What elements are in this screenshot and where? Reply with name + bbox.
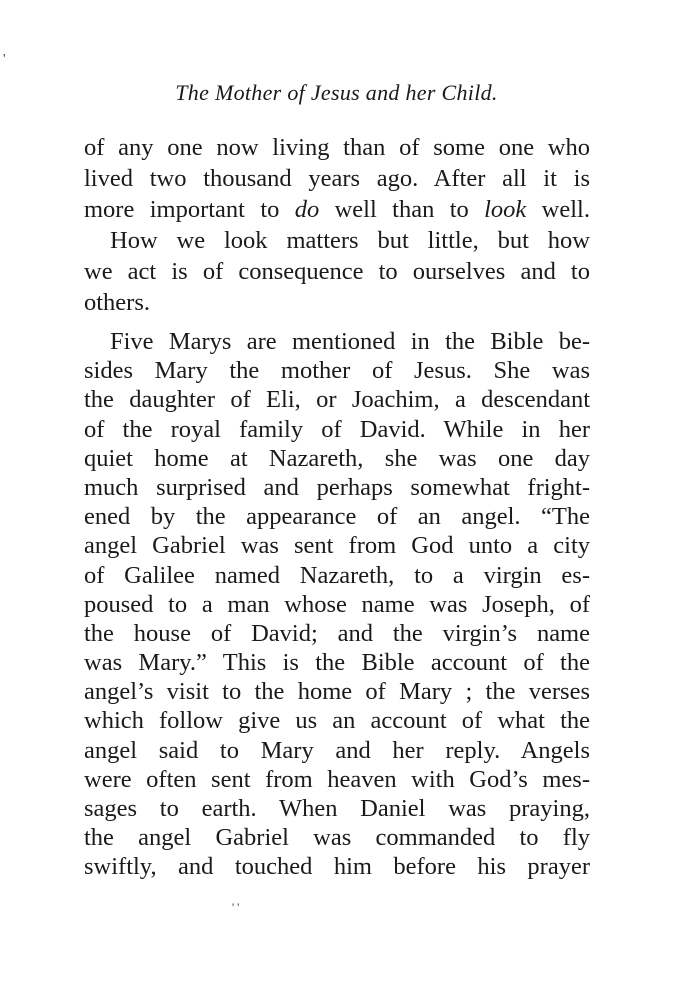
text-line: the angel Gabriel was commanded to fly: [84, 824, 590, 852]
page-body: [84, 132, 590, 882]
italic-word: do: [294, 196, 320, 223]
running-header: The Mother of Jesus and her Child.: [175, 80, 498, 105]
italic-word: look: [484, 196, 527, 223]
text-line: of Galilee named Nazareth, to a virgin es-: [84, 561, 590, 589]
text-line: How we look matters but little, but how: [110, 227, 590, 254]
text-line: others.: [84, 289, 150, 316]
text-line: which follow give us an account of what the: [84, 707, 590, 735]
text-line: angel Gabriel was sent from God unto a city: [84, 532, 590, 560]
page-folio-marks: ' ': [232, 900, 240, 914]
text-line: quiet home at Nazareth, she was one day: [84, 444, 590, 472]
text-span: more important to: [84, 196, 295, 223]
text-line: sides Mary the mother of Jesus. She was: [84, 357, 590, 385]
text-line: Five Marys are mentioned in the Bible be-: [110, 328, 590, 355]
text-line: was Mary.” This is the Bible account of the: [84, 649, 590, 677]
text-line: the daughter of Eli, or Joachim, a descendant: [84, 386, 590, 414]
text-line: we act is of consequence to ourselves and to: [84, 258, 590, 285]
scan-mark: ': [3, 52, 6, 67]
text-line: the house of David; and the virgin’s name: [84, 619, 590, 647]
text-span: well.: [526, 196, 590, 223]
text-line: were often sent from heaven with God’s mes-: [84, 765, 590, 793]
text-line: of any one now living than of some one who: [84, 134, 590, 161]
text-line: of the royal family of David. While in her: [84, 415, 590, 443]
text-line: lived two thousand years ago. After all it is: [84, 165, 590, 192]
text-line: angel’s visit to the home of Mary ; the verses: [84, 678, 590, 706]
text-line: swiftly, and touched him before his prayer: [84, 853, 590, 881]
text-span: well than to: [319, 196, 485, 223]
text-line: much surprised and perhaps somewhat fright-: [84, 473, 590, 501]
text-line: [84, 194, 590, 225]
text-line: sages to earth. When Daniel was praying,: [84, 795, 590, 822]
text-line: poused to a man whose name was Joseph, of: [84, 590, 590, 618]
paragraph: [84, 327, 590, 882]
text-line: angel said to Mary and her reply. Angels: [84, 736, 590, 764]
text-line: ened by the appearance of an angel. “The: [84, 503, 590, 531]
